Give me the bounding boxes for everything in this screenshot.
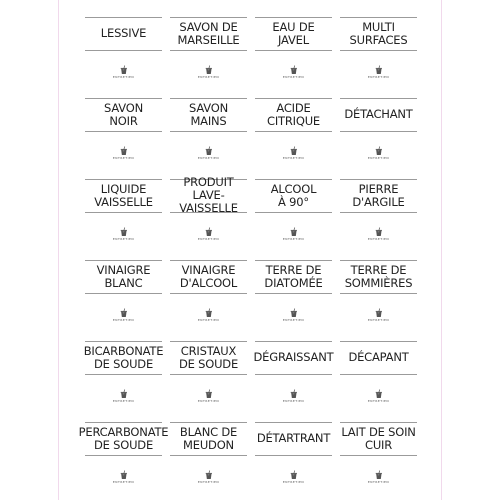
label-name-line: SAVON DE: [179, 19, 238, 34]
label-name: [253, 422, 334, 455]
broom-bucket-icon: [374, 227, 383, 237]
brand-tag: ENTRETIEN: [367, 318, 390, 322]
label-bottom-rule: [255, 455, 332, 456]
label-name-line: PRODUIT: [183, 175, 234, 189]
broom-bucket-icon: [289, 227, 298, 237]
brand-logo: [368, 470, 389, 484]
label-sheet: [58, 0, 442, 500]
brand-tag: ENTRETIEN: [367, 237, 390, 241]
brand-logo: [198, 146, 219, 160]
broom-bucket-icon: [374, 470, 383, 480]
brand-logo: [283, 227, 304, 241]
broom-bucket-icon: [204, 146, 213, 156]
label-item: [251, 251, 336, 332]
label-bottom-rule: [340, 212, 417, 213]
label-grid: [78, 8, 421, 494]
label-bottom-rule: [340, 50, 417, 51]
label-bottom-rule: [170, 131, 247, 132]
brand-logo: [198, 227, 219, 241]
broom-bucket-icon: [204, 227, 213, 237]
brand-logo: [113, 470, 134, 484]
label-bottom-rule: [170, 50, 247, 51]
brand-tag: ENTRETIEN: [197, 75, 220, 79]
label-name: [253, 260, 334, 293]
brand-tag: ENTRETIEN: [197, 318, 220, 322]
label-item: [81, 8, 166, 89]
label-name-line: ACIDE: [276, 100, 311, 115]
broom-bucket-icon: [374, 308, 383, 318]
label-item: [251, 413, 336, 494]
label-bottom-rule: [170, 455, 247, 456]
broom-bucket-icon: [289, 65, 298, 75]
label-item: [251, 332, 336, 413]
broom-bucket-icon: [289, 470, 298, 480]
label-name: [83, 260, 164, 293]
label-bottom-rule: [85, 212, 162, 213]
label-name-line: TERRE DE: [350, 262, 407, 277]
brand-logo: [368, 65, 389, 79]
label-item: [166, 8, 251, 89]
brand-tag: ENTRETIEN: [197, 237, 220, 241]
brand-tag: ENTRETIEN: [112, 480, 135, 484]
label-bottom-rule: [340, 455, 417, 456]
brand-tag: ENTRETIEN: [367, 75, 390, 79]
label-name-line: BLANC: [104, 275, 143, 290]
label-name-line: LAVE-VAISSELLE: [179, 188, 238, 215]
broom-bucket-icon: [204, 308, 213, 318]
label-name-line: PIERRE: [358, 181, 399, 196]
label-name: [253, 98, 334, 131]
label-item: [336, 170, 421, 251]
label-name: [78, 422, 169, 455]
label-name-line: LESSIVE: [100, 26, 147, 40]
brand-tag: ENTRETIEN: [282, 318, 305, 322]
label-name-line: DE SOUDE: [178, 356, 239, 371]
label-name: [338, 17, 419, 50]
brand-tag: ENTRETIEN: [112, 75, 135, 79]
label-bottom-rule: [255, 293, 332, 294]
label-name: [168, 422, 249, 455]
brand-logo: [113, 389, 134, 403]
label-name-line: PERCARBONATE: [78, 424, 169, 439]
label-name: [83, 179, 164, 212]
brand-logo: [368, 308, 389, 322]
label-bottom-rule: [255, 374, 332, 375]
label-name-line: LAIT DE SOIN: [341, 424, 416, 439]
label-name-line: DÉTACHANT: [344, 107, 413, 121]
label-name-line: MULTI: [362, 19, 395, 34]
brand-tag: ENTRETIEN: [282, 480, 305, 484]
label-name: [168, 341, 249, 374]
brand-logo: [283, 389, 304, 403]
label-name-line: CUIR: [364, 437, 393, 452]
brand-logo: [198, 470, 219, 484]
label-item: [81, 332, 166, 413]
label-item: [336, 89, 421, 170]
label-item: [251, 8, 336, 89]
brand-logo: [283, 308, 304, 322]
label-name-line: SURFACES: [349, 32, 408, 47]
label-name-line: VAISSELLE: [94, 194, 153, 209]
brand-tag: ENTRETIEN: [282, 399, 305, 403]
label-name-line: MAINS: [190, 113, 227, 128]
brand-tag: ENTRETIEN: [367, 156, 390, 160]
label-item: [81, 170, 166, 251]
label-name: [338, 422, 419, 455]
label-bottom-rule: [85, 131, 162, 132]
label-name: [168, 175, 249, 215]
brand-tag: ENTRETIEN: [282, 237, 305, 241]
label-item: [336, 332, 421, 413]
brand-logo: [368, 146, 389, 160]
brand-logo: [198, 65, 219, 79]
brand-tag: ENTRETIEN: [367, 480, 390, 484]
label-name-line: ALCOOL: [270, 181, 317, 196]
label-item: [166, 89, 251, 170]
broom-bucket-icon: [119, 389, 128, 399]
label-item: [166, 251, 251, 332]
brand-logo: [283, 146, 304, 160]
label-name: [338, 260, 419, 293]
label-name-line: SAVON: [189, 100, 228, 115]
broom-bucket-icon: [119, 470, 128, 480]
label-bottom-rule: [340, 131, 417, 132]
label-name-line: VINAIGRE: [96, 262, 151, 277]
brand-tag: ENTRETIEN: [112, 399, 135, 403]
label-name-line: LIQUIDE: [100, 181, 147, 196]
label-name: [338, 179, 419, 212]
brand-logo: [113, 227, 134, 241]
label-item: [166, 332, 251, 413]
label-name: [83, 98, 164, 131]
label-name-line: MARSEILLE: [177, 32, 240, 47]
brand-tag: ENTRETIEN: [197, 480, 220, 484]
label-bottom-rule: [85, 293, 162, 294]
label-bottom-rule: [170, 374, 247, 375]
label-name-line: D'ARGILE: [352, 194, 405, 209]
label-name-line: BLANC DE: [179, 424, 238, 439]
label-name: [253, 179, 334, 212]
label-name: [168, 17, 249, 50]
label-bottom-rule: [170, 293, 247, 294]
label-name: [83, 341, 164, 374]
brand-logo: [368, 227, 389, 241]
brand-logo: [113, 146, 134, 160]
label-item: [166, 170, 251, 251]
label-bottom-rule: [340, 293, 417, 294]
brand-tag: ENTRETIEN: [197, 156, 220, 160]
brand-tag: ENTRETIEN: [112, 318, 135, 322]
label-name: [168, 98, 249, 131]
broom-bucket-icon: [119, 308, 128, 318]
broom-bucket-icon: [289, 389, 298, 399]
label-name-line: BICARBONATE: [83, 343, 164, 358]
label-item: [336, 8, 421, 89]
label-name-line: EAU DE: [272, 19, 315, 34]
label-name-line: NOIR: [109, 113, 138, 128]
brand-logo: [283, 65, 304, 79]
brand-logo: [113, 65, 134, 79]
label-name-line: DE SOUDE: [93, 437, 154, 452]
broom-bucket-icon: [119, 65, 128, 75]
broom-bucket-icon: [374, 146, 383, 156]
label-name: [168, 260, 249, 293]
brand-logo: [198, 308, 219, 322]
label-name-line: D'ALCOOL: [179, 275, 238, 290]
broom-bucket-icon: [119, 146, 128, 156]
brand-logo: [283, 470, 304, 484]
label-bottom-rule: [170, 212, 247, 213]
label-bottom-rule: [255, 131, 332, 132]
broom-bucket-icon: [204, 470, 213, 480]
label-item: [336, 413, 421, 494]
label-name-line: JAVEL: [278, 32, 309, 47]
broom-bucket-icon: [204, 389, 213, 399]
label-name-line: CRISTAUX: [180, 343, 237, 358]
label-name: [338, 341, 419, 374]
label-name: [83, 17, 164, 50]
label-name-line: TERRE DE: [265, 262, 322, 277]
label-item: [81, 89, 166, 170]
brand-logo: [198, 389, 219, 403]
label-name-line: SAVON: [104, 100, 143, 115]
label-item: [81, 251, 166, 332]
label-item: [78, 413, 169, 494]
label-name: [253, 17, 334, 50]
label-name: [253, 341, 334, 374]
brand-logo: [113, 308, 134, 322]
broom-bucket-icon: [374, 65, 383, 75]
label-item: [336, 251, 421, 332]
label-name-line: DE SOUDE: [93, 356, 154, 371]
label-name-line: VINAIGRE: [181, 262, 236, 277]
label-name-line: DÉTARTRANT: [256, 431, 331, 445]
brand-tag: ENTRETIEN: [112, 156, 135, 160]
label-name-line: MEUDON: [183, 437, 234, 452]
label-item: [251, 170, 336, 251]
label-name-line: À 90°: [278, 194, 309, 209]
label-name-line: CITRIQUE: [267, 113, 320, 128]
label-item: [166, 413, 251, 494]
brand-tag: ENTRETIEN: [112, 237, 135, 241]
label-name-line: DÉGRAISSANT: [253, 350, 334, 364]
label-bottom-rule: [340, 374, 417, 375]
brand-tag: ENTRETIEN: [282, 156, 305, 160]
label-name: [338, 98, 419, 131]
broom-bucket-icon: [119, 227, 128, 237]
label-name-line: DÉCAPANT: [348, 350, 409, 364]
brand-tag: ENTRETIEN: [282, 75, 305, 79]
broom-bucket-icon: [289, 146, 298, 156]
label-name-line: DIATOMÉE: [264, 275, 323, 290]
label-bottom-rule: [255, 212, 332, 213]
brand-tag: ENTRETIEN: [197, 399, 220, 403]
label-bottom-rule: [85, 374, 162, 375]
label-name-line: SOMMIÈRES: [344, 275, 413, 290]
label-bottom-rule: [85, 455, 162, 456]
brand-logo: [368, 389, 389, 403]
broom-bucket-icon: [204, 65, 213, 75]
broom-bucket-icon: [374, 389, 383, 399]
label-item: [251, 89, 336, 170]
label-bottom-rule: [255, 50, 332, 51]
brand-tag: ENTRETIEN: [367, 399, 390, 403]
label-bottom-rule: [85, 50, 162, 51]
broom-bucket-icon: [289, 308, 298, 318]
